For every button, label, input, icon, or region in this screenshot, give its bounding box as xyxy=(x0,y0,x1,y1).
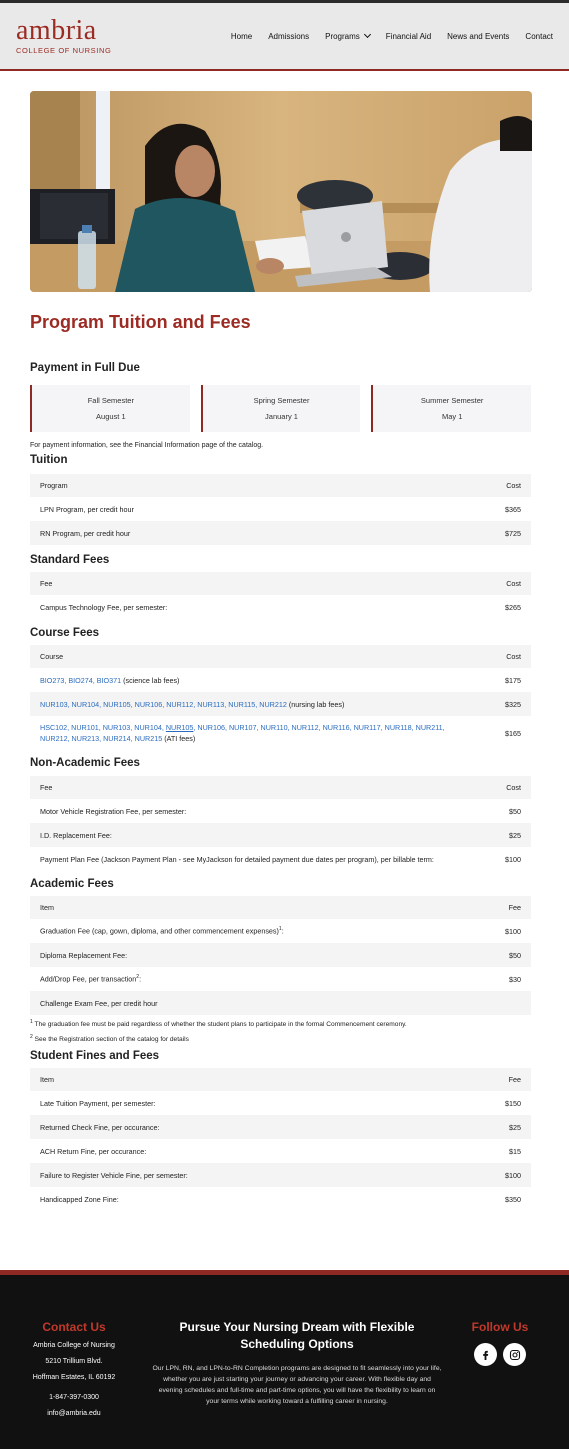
row-cost: $350 xyxy=(505,1194,521,1204)
row-label: ACH Return Fine, per occurance: xyxy=(40,1146,147,1156)
column-header: Cost xyxy=(506,783,521,792)
column-header: Item xyxy=(40,1075,54,1085)
semester-card xyxy=(201,385,361,432)
row-label: Returned Check Fine, per occurance: xyxy=(40,1122,160,1132)
social-links xyxy=(458,1343,542,1366)
academic-fees-title: Academic Fees xyxy=(30,878,114,890)
semester-date: January 1 xyxy=(265,412,298,421)
row-cost: $100 xyxy=(505,926,521,936)
semester-card xyxy=(371,385,531,432)
table-row xyxy=(30,823,531,847)
table-header-row xyxy=(30,896,531,919)
table-row xyxy=(30,943,531,967)
course-links[interactable]: NUR103, NUR104, NUR105, NUR106, NUR112, NUR113, NUR115, NUR212 xyxy=(40,699,287,709)
column-header: Fee xyxy=(40,579,53,588)
table-row xyxy=(30,521,531,545)
contact-city: Hoffman Estates, IL 60192 xyxy=(32,1374,116,1381)
semester-date: August 1 xyxy=(96,412,126,421)
column-header: Course xyxy=(40,652,64,661)
fee-type: (ATI fees) xyxy=(164,734,196,743)
contact-street: 5210 Trillium Blvd. xyxy=(45,1358,103,1365)
contact-phone[interactable]: 1-847-397-0300 xyxy=(49,1394,99,1401)
table-header-row xyxy=(30,572,531,595)
standard-fees-table xyxy=(30,572,531,619)
nav-programs[interactable] xyxy=(325,32,370,41)
non-academic-table xyxy=(30,776,531,871)
row-cost: $725 xyxy=(505,528,521,538)
facebook-icon[interactable] xyxy=(474,1343,497,1366)
row-label: Challenge Exam Fee, per credit hour xyxy=(40,998,158,1008)
footnote-marker: 2 xyxy=(136,974,140,981)
semester-name: Spring Semester xyxy=(253,396,310,405)
row-cost: $175 xyxy=(505,675,521,685)
row-label xyxy=(30,692,461,716)
row-label: I.D. Replacement Fee: xyxy=(40,830,112,840)
contact-lines xyxy=(14,1338,134,1422)
row-label xyxy=(30,919,461,943)
promo-title: Pursue Your Nursing Dream with Flexible Scheduling Options xyxy=(179,1320,415,1351)
column-header: Fee xyxy=(40,783,53,792)
table-header-row xyxy=(30,645,531,668)
course-links[interactable]: , NUR106, NUR107, NUR110, NUR112, NUR116, NUR117, NUR118, NUR211, NUR212, NUR213, NUR214, NUR215 xyxy=(40,723,445,743)
row-cost xyxy=(461,991,531,1015)
row-label: Diploma Replacement Fee: xyxy=(40,950,128,960)
site-header xyxy=(0,3,569,71)
footnote-2 xyxy=(30,1034,531,1043)
site-footer xyxy=(0,1270,569,1449)
footnote-text: The graduation fee must be paid regardless of whether the student plans to participate in the formal Commencement ceremony. xyxy=(34,1021,407,1029)
row-cost: $25 xyxy=(509,830,521,840)
row-label: LPN Program, per credit hour xyxy=(40,504,134,514)
row-label xyxy=(30,967,461,991)
table-header-row xyxy=(30,474,531,497)
row-label-text: Add/Drop Fee, per transaction xyxy=(40,974,137,984)
table-row xyxy=(30,991,531,1015)
column-header: Cost xyxy=(506,481,521,490)
semester-card xyxy=(30,385,190,432)
payment-title: Payment in Full Due xyxy=(30,362,140,374)
row-label-text: Graduation Fee (cap, gown, diploma, and other commencement expenses) xyxy=(40,926,279,936)
column-header: Fee xyxy=(508,1075,521,1085)
main-content xyxy=(30,312,531,1211)
footer-contact xyxy=(14,1320,134,1422)
row-cost: $365 xyxy=(505,504,521,514)
row-cost: $30 xyxy=(509,974,521,984)
nav-home[interactable]: Home xyxy=(230,31,253,41)
footer-social xyxy=(458,1320,542,1366)
nav-news-events[interactable]: News and Events xyxy=(447,31,510,41)
table-row xyxy=(30,847,531,871)
table-header-row xyxy=(30,776,531,799)
course-links[interactable]: BIO273, BIO274, BIO371 xyxy=(40,675,122,685)
row-cost: $150 xyxy=(505,1098,521,1108)
fines-title: Student Fines and Fees xyxy=(30,1050,160,1063)
table-header-row xyxy=(30,1068,531,1091)
column-header: Program xyxy=(40,481,68,490)
table-row xyxy=(30,1115,531,1139)
logo-tagline: COLLEGE OF NURSING xyxy=(16,46,112,56)
non-academic-title: Non-Academic Fees xyxy=(30,757,140,769)
row-label: Failure to Register Vehicle Fine, per semester: xyxy=(40,1170,188,1180)
logo[interactable] xyxy=(16,17,111,55)
row-cost: $265 xyxy=(505,602,521,612)
row-cost: $165 xyxy=(505,728,521,738)
hero-image xyxy=(30,91,532,292)
logo-wordmark: ambria xyxy=(16,15,97,47)
column-header: Item xyxy=(40,903,54,912)
chevron-down-icon xyxy=(364,30,371,37)
semester-date: May 1 xyxy=(441,412,463,421)
contact-name: Ambria College of Nursing xyxy=(33,1342,115,1349)
footnote-marker: 2 xyxy=(30,1034,33,1041)
nav-programs-label: Programs xyxy=(325,31,360,41)
course-fees-title: Course Fees xyxy=(30,627,100,639)
semester-cards xyxy=(30,385,531,432)
row-label: Late Tuition Payment, per semester: xyxy=(40,1098,156,1108)
table-row xyxy=(30,716,531,750)
row-cost: $15 xyxy=(509,1146,521,1156)
row-label: RN Program, per credit hour xyxy=(40,528,131,538)
tuition-title: Tuition xyxy=(30,454,68,466)
table-row xyxy=(30,1139,531,1163)
standard-fees-title: Standard Fees xyxy=(30,554,110,566)
column-header: Fee xyxy=(508,903,521,912)
footnote-marker: 1 xyxy=(30,1019,33,1025)
footnote-marker: 1 xyxy=(278,926,282,933)
row-label: Payment Plan Fee (Jackson Payment Plan - see MyJackson for detailed payment due dates per program), per billable term: xyxy=(40,854,434,864)
footer-promo xyxy=(152,1319,442,1407)
course-fees-table xyxy=(30,645,531,750)
academic-fees-table xyxy=(30,896,531,1015)
course-link-hovered[interactable]: NUR105 xyxy=(165,723,194,732)
table-row xyxy=(30,497,531,521)
row-label-colon: : xyxy=(139,974,142,984)
table-row xyxy=(30,1163,531,1187)
row-label: Motor Vehicle Registration Fee, per semester: xyxy=(40,806,187,816)
row-cost: $100 xyxy=(505,854,521,864)
nav-financial-aid[interactable]: Financial Aid xyxy=(385,31,432,41)
table-row xyxy=(30,692,531,716)
table-row xyxy=(30,1187,531,1211)
nav-contact[interactable]: Contact xyxy=(525,31,553,41)
footnote-text: See the Registration section of the catalog for details xyxy=(34,1036,189,1044)
column-header: Cost xyxy=(506,579,521,588)
fines-table xyxy=(30,1068,531,1211)
nav-admissions[interactable]: Admissions xyxy=(268,31,310,41)
table-row xyxy=(30,799,531,823)
contact-email[interactable]: info@ambria.edu xyxy=(47,1410,101,1417)
main-nav xyxy=(231,32,553,41)
fee-type: (science lab fees) xyxy=(123,675,180,685)
follow-title: Follow Us xyxy=(471,1320,529,1334)
footnote-1 xyxy=(30,1019,531,1028)
payment-note: For payment information, see the Financial Information page of the catalog. xyxy=(30,442,264,449)
table-row xyxy=(30,668,531,692)
fee-type: (nursing lab fees) xyxy=(288,699,345,709)
row-label xyxy=(30,716,461,750)
page-title: Program Tuition and Fees xyxy=(30,312,251,332)
row-cost: $50 xyxy=(509,806,521,816)
column-header: Cost xyxy=(506,652,521,661)
table-row xyxy=(30,919,531,943)
contact-title: Contact Us xyxy=(42,1320,106,1334)
course-links[interactable]: HSC102, NUR101, NUR103, NUR104, xyxy=(40,723,164,732)
promo-body: Our LPN, RN, and LPN-to-RN Completion programs are designed to fit seamlessly into your life, whether you are just starting your journey or advancing your career. With flexible day and evening schedules and full-time and part-time options, you will have the flexibility to learn on your terms while working toward a fulfilling career in nursing. xyxy=(152,1365,442,1405)
tuition-table xyxy=(30,474,531,545)
row-label-colon: : xyxy=(281,926,284,936)
instagram-icon[interactable] xyxy=(503,1343,526,1366)
row-cost: $100 xyxy=(505,1170,521,1180)
row-cost: $25 xyxy=(509,1122,521,1132)
table-row xyxy=(30,595,531,619)
row-label xyxy=(30,668,461,692)
row-label: Campus Technology Fee, per semester: xyxy=(40,602,168,612)
table-row xyxy=(30,1091,531,1115)
row-cost: $325 xyxy=(505,699,521,709)
semester-name: Fall Semester xyxy=(87,396,134,405)
semester-name: Summer Semester xyxy=(420,396,484,405)
row-cost: $50 xyxy=(509,950,521,960)
table-row xyxy=(30,967,531,991)
row-label: Handicapped Zone Fine: xyxy=(40,1194,119,1204)
